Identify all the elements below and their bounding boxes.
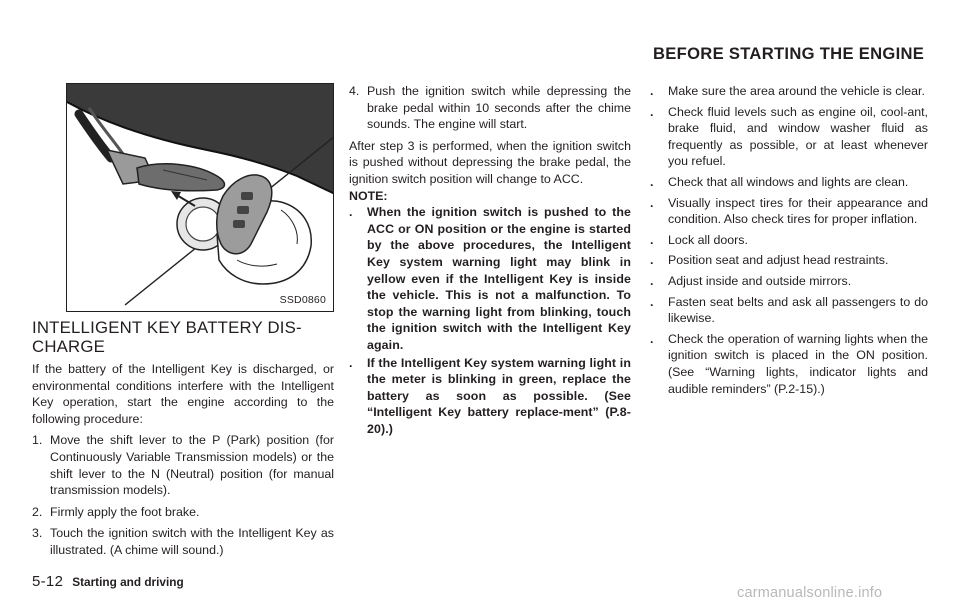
checklist-item xyxy=(650,232,928,249)
figure-code: SSD0860 xyxy=(279,294,326,306)
intro-paragraph: If the battery of the Intelligent Key is discharged, or environmental conditions interfere with the Intelligent Key operation, start the engine according to the following procedure: xyxy=(32,362,334,426)
section-title-line1: INTELLIGENT KEY BATTERY DIS- xyxy=(32,318,302,337)
step-item xyxy=(32,432,334,498)
ignition-drawing xyxy=(67,84,334,312)
watermark-text: carmanualsonline.info xyxy=(737,585,883,601)
step-text: Firmly apply the foot brake. xyxy=(50,504,200,519)
bullet-glyph: . xyxy=(650,294,654,309)
step-number: 1. xyxy=(32,433,43,448)
column-right xyxy=(650,83,928,397)
step-number: 3. xyxy=(32,526,43,541)
column-middle xyxy=(349,83,631,437)
bullet-glyph: . xyxy=(650,195,654,210)
chapter-label: Starting and driving xyxy=(72,575,184,589)
checklist-item xyxy=(650,83,928,100)
bullet-glyph: . xyxy=(349,355,353,370)
bullet-glyph: . xyxy=(349,205,353,220)
checklist-item xyxy=(650,273,928,290)
checklist-text: Position seat and adjust head restraints. xyxy=(668,253,889,268)
note-bullet xyxy=(349,204,631,353)
checklist-text: Fasten seat belts and ask all passengers to do likewise. xyxy=(668,294,928,326)
checklist-item xyxy=(650,195,928,228)
checklist-text: Lock all doors. xyxy=(668,232,748,247)
checklist-item xyxy=(650,174,928,191)
step-text: Touch the ignition switch with the Intelligent Key as illustrated. (A chime will sound.) xyxy=(50,526,334,557)
checklist-text: Adjust inside and outside mirrors. xyxy=(668,273,852,288)
column-left xyxy=(32,361,334,559)
bullet-glyph: . xyxy=(650,104,654,119)
section-header-title: BEFORE STARTING THE ENGINE xyxy=(653,44,925,63)
section-title-line2: CHARGE xyxy=(32,337,105,356)
step-text: Push the ignition switch while depressing the brake pedal within 10 seconds after the chime sounds. The engine will start. xyxy=(367,84,631,132)
bullet-glyph: . xyxy=(650,331,654,346)
page-footer xyxy=(32,573,184,590)
checklist-text: Check fluid levels such as engine oil, cool-ant, brake fluid, and window washer fluid as frequently as possible, or at least whenever you refuel. xyxy=(668,104,928,169)
step-text: Move the shift lever to the P (Park) position (for Continuously Variable Transmission models) or the shift lever to the N (Neutral) position (for manual transmission models). xyxy=(50,433,334,498)
checklist-item xyxy=(650,294,928,327)
note-heading: NOTE: xyxy=(349,188,388,203)
checklist-text: Check that all windows and lights are clean. xyxy=(668,174,909,189)
note-bullet-text: If the Intelligent Key system warning light in the meter is blinking in green, replace the battery as soon as possible. (See xyxy=(367,355,631,403)
bullet-glyph: . xyxy=(650,253,654,268)
bullet-glyph: . xyxy=(650,84,654,98)
checklist-text: Visually inspect tires for their appearance and condition. Also check tires for proper inflation. xyxy=(668,195,928,227)
bullet-glyph: . xyxy=(650,174,654,189)
cross-reference-page: (P.8-20).) xyxy=(367,405,631,436)
checklist-text: Make sure the area around the vehicle is clear. xyxy=(668,84,925,98)
checklist-item xyxy=(650,331,928,397)
step-item xyxy=(349,83,631,133)
checklist-item xyxy=(650,104,928,170)
bullet-glyph: . xyxy=(650,273,654,288)
ignition-illustration xyxy=(66,83,334,312)
checklist-item xyxy=(650,252,928,269)
cross-reference-link[interactable]: “Intelligent Key battery replace-ment” xyxy=(367,405,599,420)
bullet-glyph: . xyxy=(650,232,654,247)
section-title xyxy=(32,318,334,356)
step-number: 4. xyxy=(349,84,360,98)
step-item xyxy=(32,504,334,521)
checklist-text: Check the operation of warning lights when the ignition switch is placed in the ON position. (See “Warning lights, indicator lights and audible reminders” (P.2-15).) xyxy=(668,331,928,396)
after-step-paragraph: After step 3 is performed, when the ignition switch is pushed without depressing the brake pedal, the ignition switch position will change to ACC. xyxy=(349,138,631,186)
note-bullet-text: When the ignition switch is pushed to the ACC or ON position or the engine is started by the above procedures, the Intelligent Key system warning light may blink in yellow even if the Intelligent Key is inside the vehicle. This is not a malfunction. To stop the warning light from blinking, touch the ignition switch with the Intelligent Key again. xyxy=(367,205,631,352)
step-item xyxy=(32,525,334,558)
step-number: 2. xyxy=(32,504,43,519)
page-number: 5-12 xyxy=(32,573,64,590)
note-bullet xyxy=(349,355,631,438)
